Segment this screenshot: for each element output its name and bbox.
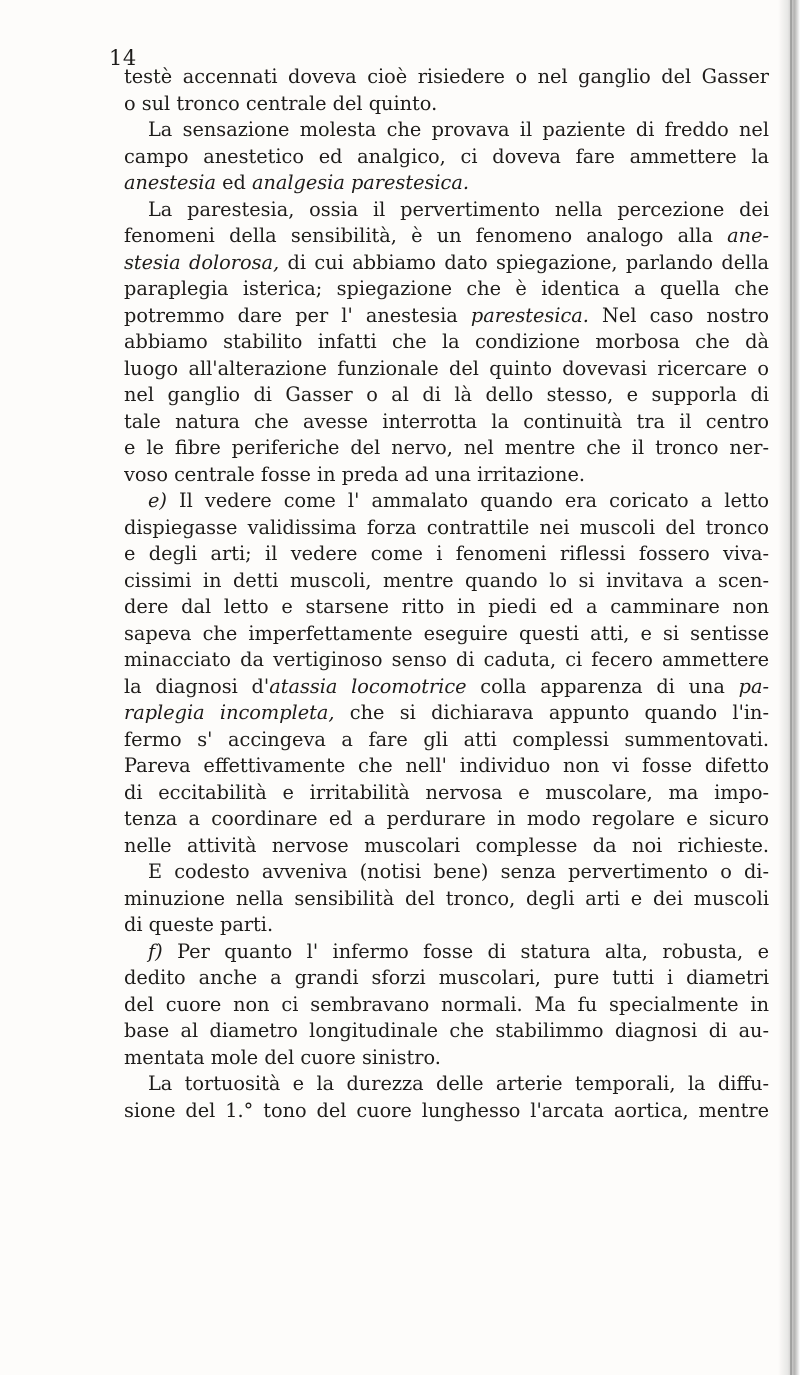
text-line — [124, 965, 769, 992]
page-edge-line — [790, 0, 792, 1375]
text-segment: La sensazione molesta che provava il paziente di freddo nel — [148, 118, 769, 141]
text-segment: dispiegasse validissima forza contrattile nei muscoli del tronco — [124, 515, 769, 539]
text-line — [124, 780, 769, 807]
text-line — [124, 409, 769, 436]
text-line — [124, 276, 769, 303]
text-line — [124, 1045, 769, 1072]
text-line — [124, 939, 769, 966]
text-segment: del cuore non ci sembravano normali. Ma fu specialmente in — [124, 992, 769, 1016]
text-segment: sione del 1.° tono del cuore lunghesso l'arcata aortica, mentre — [124, 1098, 769, 1122]
text-segment: paraplegia isterica; spiegazione che è identica a quella che — [124, 277, 769, 300]
text-segment: fermo s' accingeva a fare gli atti complessi summentovati. — [124, 727, 769, 751]
text-segment: di queste parti. — [124, 913, 274, 936]
text-line — [124, 886, 769, 913]
text-line — [124, 541, 769, 568]
text-segment: La tortuosità e la durezza delle arterie temporali, la diffu- — [148, 1072, 769, 1095]
text-line — [124, 1071, 769, 1098]
text-line — [124, 223, 769, 250]
text-line — [124, 833, 769, 860]
text-segment: campo anestetico ed analgico, ci doveva fare ammettere la — [124, 144, 769, 168]
italic-text: f) — [148, 939, 163, 963]
italic-text: parestesica. — [470, 303, 589, 327]
italic-text: anestesia — [124, 171, 216, 194]
text-line — [124, 753, 769, 780]
text-line — [124, 117, 769, 144]
text-line — [124, 806, 769, 833]
italic-text: raplegia incompleta, — [124, 701, 335, 724]
text-line — [124, 727, 769, 754]
text-line — [124, 674, 769, 701]
text-segment: Pareva effettivamente che nell' individuo non vi fosse difetto — [124, 754, 769, 777]
text-segment: La parestesia, ossia il pervertimento nella percezione dei — [148, 197, 769, 221]
italic-text: ane- — [727, 224, 769, 247]
text-segment: dedito anche a grandi sforzi muscolari, pure tutti i diametri — [124, 966, 769, 989]
text-line — [124, 91, 769, 118]
text-segment: sapeva che imperfettamente eseguire questi atti, e si sentisse — [124, 621, 769, 645]
text-line — [124, 992, 769, 1019]
text-segment: abbiamo stabilito infatti che la condizione morbosa che dà — [124, 330, 769, 353]
text-segment: di eccitabilità e irritabilità nervosa e muscolare, ma impo- — [124, 780, 769, 804]
text-segment: Il vedere come l' ammalato quando era coricato a letto — [166, 489, 769, 512]
text-line — [124, 329, 769, 356]
text-line — [124, 568, 769, 595]
text-segment: dere dal letto e starsene ritto in piedi ed a camminare non — [124, 595, 769, 618]
text-segment: luogo all'alterazione funzionale del quinto dovevasi ricercare o — [124, 356, 769, 380]
text-segment: e degli arti; il vedere come i fenomeni riflessi fossero viva- — [124, 542, 769, 565]
text-segment: Nel caso nostro — [588, 303, 769, 327]
text-line — [124, 515, 769, 542]
italic-text: stesia dolorosa, — [124, 250, 280, 274]
text-segment: Per quanto l' infermo fosse di statura alta, robusta, e — [162, 939, 769, 963]
text-line — [124, 594, 769, 621]
text-line — [124, 303, 769, 330]
text-line — [124, 144, 769, 171]
text-segment: voso centrale fosse in preda ad una irritazione. — [124, 462, 585, 486]
text-line — [124, 488, 769, 515]
text-segment: di cui abbiamo dato spiegazione, parlando della — [279, 250, 769, 274]
text-segment: mentata mole del cuore sinistro. — [124, 1045, 441, 1069]
text-segment: minacciato da vertiginoso senso di caduta, ci fecero ammettere — [124, 648, 769, 671]
text-segment: testè accennati doveva cioè risiedere o nel ganglio del Gasser — [124, 65, 769, 88]
text-line — [124, 382, 769, 409]
italic-text: analgesia parestesica. — [251, 171, 469, 194]
text-line — [124, 197, 769, 224]
text-line — [124, 859, 769, 886]
text-line — [124, 170, 769, 197]
text-segment: minuzione nella sensibilità del tronco, degli arti e dei muscoli — [124, 886, 769, 910]
text-line — [124, 700, 769, 727]
text-line — [124, 462, 769, 489]
text-line — [124, 356, 769, 383]
text-segment: fenomeni della sensibilità, è un fenomeno analogo alla — [124, 224, 728, 247]
text-segment: nelle attività nervose muscolari complesse da noi richieste. — [124, 833, 769, 857]
text-segment: base al diametro longitudinale che stabilimmo diagnosi di au- — [124, 1019, 769, 1042]
italic-text: atassia locomotrice — [269, 674, 467, 698]
text-segment: la diagnosi d' — [124, 674, 270, 698]
text-line — [124, 621, 769, 648]
italic-text: e) — [148, 489, 167, 512]
text-segment: tenza a coordinare ed a perdurare in modo regolare e sicuro — [124, 807, 769, 830]
text-segment: potremmo dare per l' anestesia — [124, 303, 471, 327]
body-text — [124, 64, 769, 1124]
text-line — [124, 1018, 769, 1045]
text-line — [124, 1098, 769, 1125]
text-segment: nel ganglio di Gasser o al di là dello stesso, e supporla di — [124, 383, 769, 406]
text-line — [124, 912, 769, 939]
text-line — [124, 435, 769, 462]
text-segment: colla apparenza di una — [466, 674, 739, 698]
text-segment: che si dichiarava appunto quando l'in- — [334, 701, 769, 724]
text-segment: E codesto avveniva (notisi bene) senza pervertimento o di- — [148, 860, 769, 883]
page-number: 14 — [109, 46, 137, 70]
text-segment: cissimi in detti muscoli, mentre quando lo si invitava a scen- — [124, 568, 769, 592]
text-line — [124, 64, 769, 91]
text-line — [124, 647, 769, 674]
text-segment: e le fibre periferiche del nervo, nel mentre che il tronco ner- — [124, 436, 769, 459]
text-line — [124, 250, 769, 277]
text-segment: tale natura che avesse interrotta la continuità tra il centro — [124, 409, 769, 433]
italic-text: pa- — [738, 674, 769, 698]
text-segment: ed — [215, 171, 252, 194]
text-segment: o sul tronco centrale del quinto. — [124, 91, 438, 115]
page-edge-shadow — [778, 0, 800, 1375]
